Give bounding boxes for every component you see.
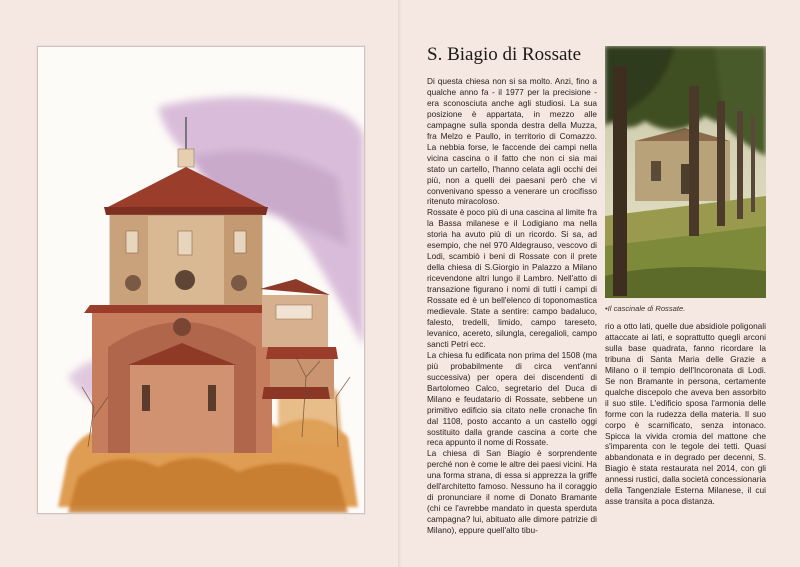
paragraph: Rossate è poco più di una cascina al limite fra la Bassa milanese e il Lodigiano ma nella storia ha avuto più di un ricordo. Si sa, ad esempio, che nel 970 Aldegrauso, vescovo di Lodi, scambiò i beni di Rossate con il prete della chiesa di S.Giorgio in Palazzo a Milano ricevendone altri lungo il Lambro. Nell'atto di transazione figurano i nomi di tutti i campi di Rossate ed è un bell'elenco di toponomastica medievale. State a sentire: campo badaluco, falesto, tredelli, limido, campo tareseto, levanico, acereto, silungla, ceregalioli, campo sancti Petri ecc.: [427, 207, 597, 349]
photo-svg: [605, 46, 766, 298]
tree-lined-farmstead-photo: [605, 46, 766, 298]
paragraph: rio a otto lati, quelle due absidiole poligonali attaccate ai lati, e soprattutto quegli arconi sulla base quadrata, fanno ricordare la tribuna di Santa Maria delle Grazie a Milano o il tempio dell'Incoronata di Lodi. Se non Bramante in persona, certamente qualche discepolo che aveva ben assorbito il suo stile. L'edificio sposa l'armonia delle forme con la rudezza della materia. Il suo corpo è scarnificato, senza intonaco. Spicca la vivida cromia del mattone che s'imparenta con le tegole dei tetti. Quasi abbandonata e in degrado per decenni, S. Biagio è stata restaurata nel 2014, con gli annessi rustici, dalla società concessionaria della Tangenziale Esterna Milanese, il cui asse transita a poca distanza.: [605, 321, 766, 507]
church-painting-svg: [38, 47, 364, 513]
article-title: S. Biagio di Rossate: [427, 44, 582, 65]
paragraph: Di questa chiesa non si sa molto. Anzi, fino a qualche anno fa - il 1977 per la precisione - era sconosciuta anche agli studiosi. La sua posizione è appartata, in mezzo alle campagne sulla sponda destra della Muzza, fra Melzo e Paullo, in territorio di Comazzo. La nebbia forse, le faccende dei campi nella vicina cascina o il fatto che non ci sia mai stato un cartello, l'hanno celata agli occhi dei più, non a quelli dei paesani però che vi convenivano spesso a venerare un crocifisso ritenuto miracoloso.: [427, 76, 597, 207]
photo-caption: •Il cascinale di Rossate.: [605, 304, 686, 313]
paragraph: La chiesa fu edificata non prima del 1508 (ma più probabilmente di circa vent'anni successiva) per opera dei discendenti di Bartolomeo Calco, segretario del Duca di Milano e feudatario di Rossate, sebbene un primitivo edificio sia citato nelle cronache fin dal 1108, posto accanto a un castello oggi sostituito dalla grande cascina a corte che reca appunto il nome di Rossate.: [427, 349, 597, 448]
paragraph: La chiesa di San Biagio è sorprendente perché non è come le altre dei paesi vicini. Ha una forma strana, di essa si apprezza la griffe dell'architetto famoso. Nessuno ha il coraggio di pronunciare il nome di Donato Bramante (chi ce l'avrebbe mandato in questa sperduta campagna? lui, abituato alle dimore patrizie di Milano), eppure quell'alto tibu-: [427, 448, 597, 536]
article-column-left: [427, 76, 597, 536]
page-gutter: [398, 0, 402, 567]
article-column-right: [605, 321, 766, 521]
watercolor-church-illustration: [37, 46, 365, 514]
